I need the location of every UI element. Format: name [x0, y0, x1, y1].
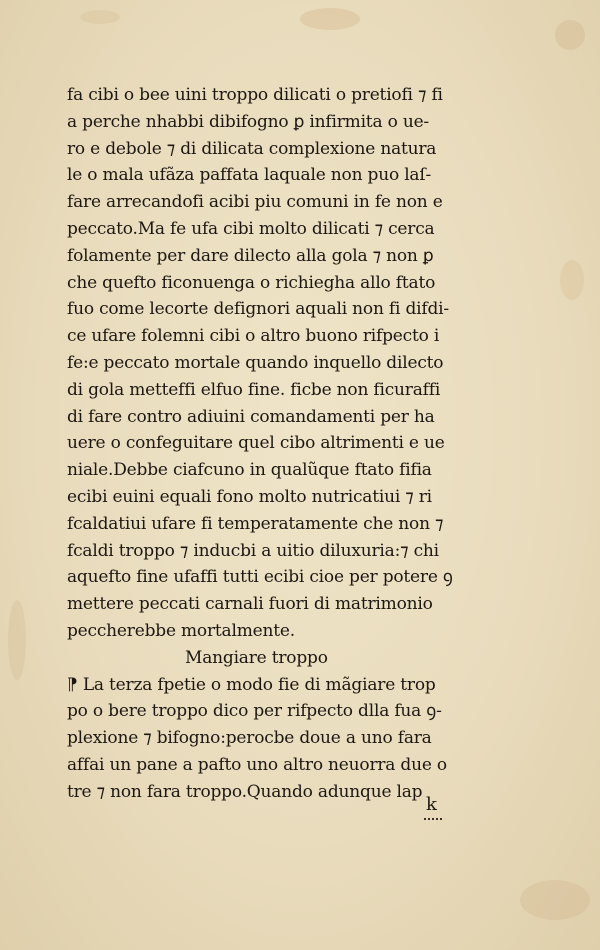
- section-heading: Mangiare troppo: [185, 647, 328, 668]
- text-line: peccherebbe mortalmente.: [67, 620, 295, 641]
- stain-spot: [520, 880, 590, 920]
- text-line: fa cibi o bee uini troppo dilicati o pretiofi ⁊ fi: [67, 85, 443, 105]
- text-line: a perche nhabbi dibifogno ꝑ infirmita o ue‑: [67, 111, 429, 132]
- text-line: le o mala ufãza paffata laquale non puo laſ‑: [67, 165, 432, 186]
- text-line: plexione ⁊ bifogno:perocbe doue a uno fara: [67, 728, 432, 749]
- signature-dots: [424, 818, 442, 822]
- stain-spot: [560, 260, 584, 300]
- stain-spot: [8, 600, 26, 680]
- text-line: fuo come lecorte defignori aquali non fi difdi‑: [67, 299, 449, 320]
- text-line: fare arrecandofi acibi piu comuni in fe non e: [67, 192, 443, 213]
- text-line: che quefto ficonuenga o richiegha allo ftato: [67, 272, 436, 293]
- text-line: ce ufare folemni cibi o altro buono rifpecto i: [67, 326, 440, 347]
- text-line: di gola metteffi elfuo fine. ficbe non ficuraffi: [67, 379, 441, 400]
- text-line: ecibi euini equali fono molto nutricatiui ⁊ ri: [67, 486, 432, 507]
- text-line: fcaldatiui ufare fi temperatamente che non ⁊: [67, 513, 444, 534]
- text-line: affai un pane a pafto uno altro neuorra due o: [67, 754, 447, 775]
- text-line: di fare contro adiuini comandamenti per ha: [67, 406, 435, 427]
- text-line: fe:e peccato mortale quando inquello dilecto: [67, 352, 444, 373]
- text-line: folamente per dare dilecto alla gola ⁊ non ꝑ: [67, 245, 434, 266]
- text-line: po o bere troppo dico per rifpecto dlla fua ꝯ‑: [67, 701, 442, 722]
- text-line: ⁋ La terza fpetie o modo fie di mãgiare trop: [67, 674, 436, 695]
- text-line: mettere peccati carnali fuori di matrimonio: [67, 594, 433, 615]
- signature-mark: k: [426, 794, 437, 815]
- stain-spot: [555, 20, 585, 50]
- text-line: tre ⁊ non fara troppo.Quando adunque lap: [67, 781, 423, 802]
- stain-spot: [80, 10, 120, 24]
- text-line: peccato.Ma fe ufa cibi molto dilicati ⁊ cerca: [67, 218, 435, 239]
- text-block: [67, 82, 487, 806]
- text-line: aquefto fine ufaffi tutti ecibi cioe per potere ꝯ: [67, 567, 453, 588]
- text-line: ro e debole ⁊ di dilicata complexione natura: [67, 138, 437, 159]
- text-line: uere o confeguitare quel cibo altrimenti e ue: [67, 433, 445, 454]
- text-line: fcaldi troppo ⁊ inducbi a uitio diluxuria:⁊ chi: [67, 540, 439, 561]
- text-line: niale.Debbe ciafcuno in qualũque ftato fifia: [67, 460, 432, 481]
- stain-spot: [300, 8, 360, 30]
